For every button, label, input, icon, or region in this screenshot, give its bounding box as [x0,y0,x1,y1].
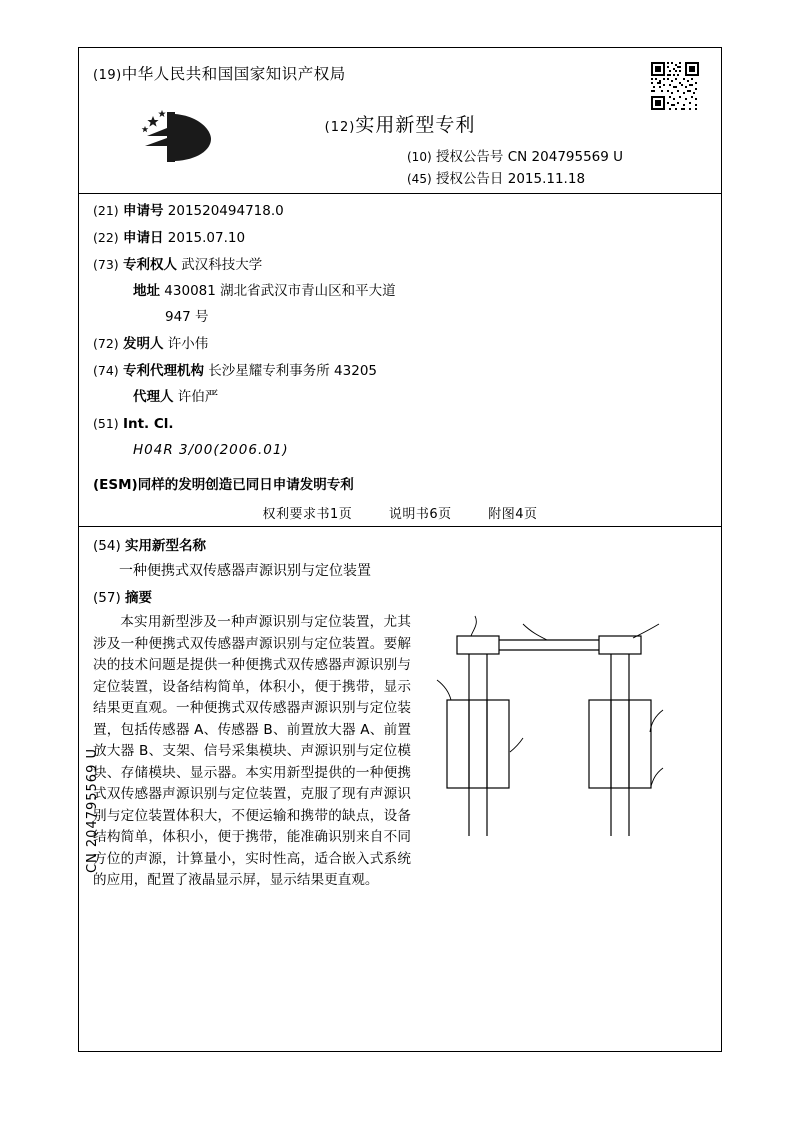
inventor-label: 发明人 [122,336,164,352]
esm-code: (ESM) [93,477,138,493]
side-publication-number: CN 204795569 U [85,748,100,874]
abstract-code: (57) [93,590,121,606]
kind-code: (12) [324,120,356,135]
publication-date-label: 授权公告日 [435,171,504,187]
bibliographic-data [93,200,703,496]
esm-line [93,475,703,496]
agency-code: (74) [93,363,119,378]
title-code: (54) [93,538,121,554]
title-label: 实用新型名称 [125,538,207,554]
abstract-label: 摘要 [125,590,153,606]
ipc-code: (51) [93,416,119,431]
patentee-label: 专利权人 [122,257,177,273]
inventor-field [93,333,703,355]
header-divider [79,193,721,194]
patentee-code: (73) [93,257,119,272]
publication-number-value: CN 204795569 U [507,149,624,165]
document-frame [78,47,722,1052]
claims-pages: 权利要求书1页 [262,507,353,522]
publication-number-line [407,146,707,168]
application-number-field [93,200,703,222]
application-number-label: 申请号 [122,203,164,219]
application-number-value: 201520494718.0 [167,203,284,219]
publication-meta [407,146,707,190]
publication-date-code: (45) [407,172,432,186]
drawings-pages: 附图4页 [488,507,538,522]
patentee-field [93,254,703,276]
application-date-field [93,227,703,249]
inventor-value: 许小伟 [167,336,209,352]
agent-value: 许伯严 [177,389,219,405]
office-name: 中华人民共和国国家知识产权局 [121,65,346,83]
description-pages: 说明书6页 [388,507,452,522]
application-date-code: (22) [93,230,119,245]
abstract-text: 本实用新型涉及一种声源识别与定位装置，尤其涉及一种便携式双传感器声源识别与定位装置。要解决的技术问题是提供一种便携式双传感器声源识别与定位装置，设备结构简单，体积小，便于携带，显示结果更直观。一种便携式双传感器声源识别与定位装置，包括传感器 A、传感器 B、前置放大器 A、前置放大器 B、支架、信号采集模块、声源识别与定位模块、存储模块、显示器。本实用新型提供的一种便携式双传感器声源识别与定位装置，克服了现有声源识别与定位装置体积大，不便运输和携带的缺点，设备结构简单，体积小，便于携带，能准确识别来自不同方位的声源，计算量小，实时性高，适合嵌入式系统的应用，配置了液晶显示屏，显示结果更直观。 [93,614,411,888]
ipc-value: H04R 3/00(2006.01) [133,442,289,458]
application-number-code: (21) [93,203,119,218]
ipc-field [93,413,703,435]
patent-kind-title [79,110,721,137]
utility-model-title-section [93,534,371,580]
office-code: (19) [93,68,122,83]
publication-date-line [407,168,707,190]
issuing-office-line [93,62,346,84]
publication-number-label: 授权公告号 [435,149,504,165]
abstract-section [93,586,411,892]
page-counts [79,503,721,522]
agency-label: 专利代理机构 [122,363,204,379]
kind-title: 实用新型专利 [355,114,476,136]
patentee-value: 武汉科技大学 [181,257,263,273]
application-date-label: 申请日 [122,230,164,246]
agent-field [93,387,703,408]
address-value: 430081 湖北省武汉市青山区和平大道 [164,283,396,299]
application-date-value: 2015.07.10 [167,230,246,246]
agency-value: 长沙星耀专利事务所 43205 [208,363,378,379]
qr-code [649,60,701,112]
abstract-divider [79,526,721,527]
agency-field [93,360,703,382]
title-heading [93,534,371,554]
publication-date-value: 2015.11.18 [507,171,586,187]
abstract-heading [93,586,411,606]
address-field [93,281,703,302]
apparatus-schematic [427,588,697,888]
address-value-line2: 947 号 [165,309,209,325]
title-value: 一种便携式双传感器声源识别与定位装置 [119,563,371,579]
address-field-line2 [93,307,703,328]
agent-label: 代理人 [133,389,174,405]
ipc-label: Int. Cl. [122,416,174,432]
inventor-code: (72) [93,336,119,351]
address-label: 地址 [133,283,160,299]
esm-text: 同样的发明创造已同日申请发明专利 [137,477,354,493]
publication-number-code: (10) [407,150,432,164]
